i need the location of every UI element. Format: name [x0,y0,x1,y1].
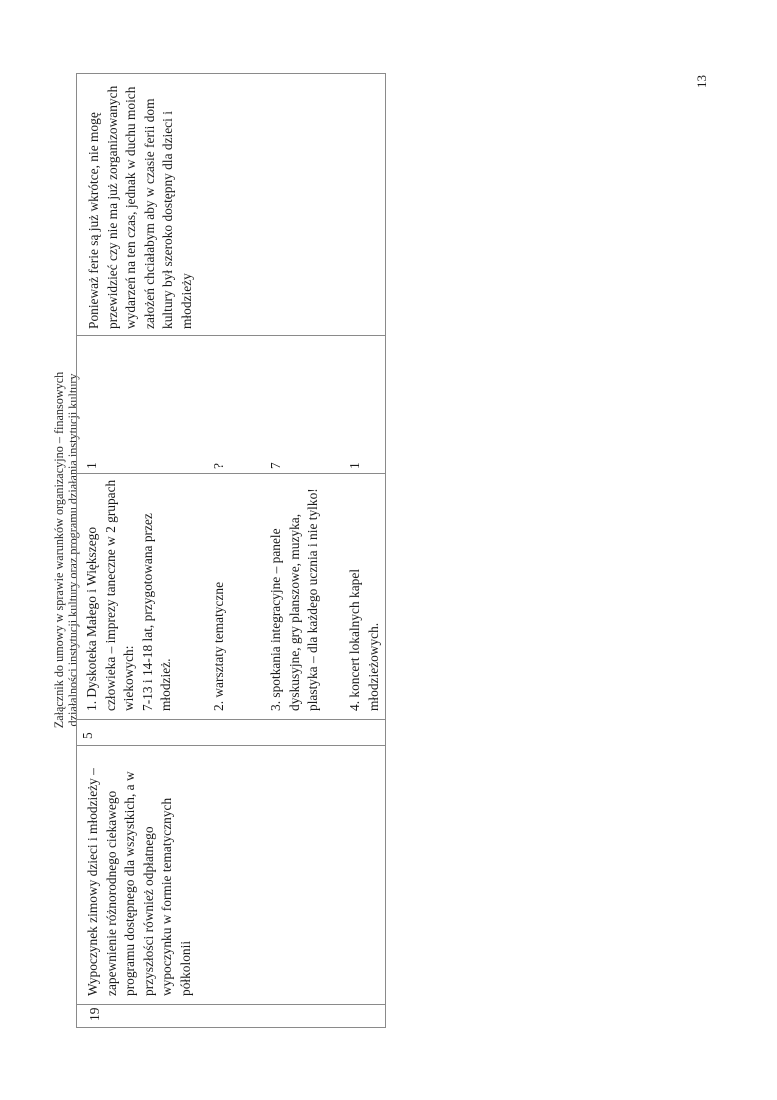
task-description: Wypoczynek zimowy dzieci i młodzieży – zapewnienie różnorodnego ciekawego programu dostępnego dla wszystkich, a w przyszłości również odpłatnego wypoczynku w formie tematycznych półkolonii [85,768,193,996]
activity-count: 7 [268,462,283,469]
row-number-cell [77,1005,386,1028]
activity-count: ? [211,463,226,469]
activity-count: 1 [84,462,99,469]
program-table [76,73,386,1028]
activity-item: 4. koncert lokalnych kapel młodzieżowych. [347,568,381,711]
activities-cell [77,474,386,720]
header-line-2: działalności instytucji kultury oraz programu działania instytucji kultury [66,373,80,727]
activity-count: 1 [347,462,362,469]
header-line-1: Załącznik do umowy w sprawie warunków organizacyjno – finansowych [52,371,66,729]
count-cell [77,336,386,474]
page-number: 13 [694,75,709,88]
activity-item: 2. warsztaty tematyczne [211,581,226,711]
activity-item: 3. spotkania integracyjne – panele dyskusyjne, gry planszowe, muzyka, plastyka – dla każdego ucznia i nie tylko! [268,488,321,711]
value-cell [77,720,386,746]
task-cell [77,746,386,1005]
task-value: 5 [80,732,95,739]
table-row [77,74,386,1028]
activity-item: 1. Dyskoteka Małego i Większego człowieka – imprezy taneczne w 2 grupach wiekowych: 7-13 i 14-18 lat, przygotowana przez młodzież. [84,479,174,711]
note-text: Ponieważ ferie są już wkrótce, nie mogę przewidzieć czy nie ma już zorganizowanych wydarzeń na ten czas, jednak w duchu moich założeń chciałabym aby w czasie ferii dom kultury był szeroko dostępny dla dzieci i młodzieży [86,85,194,329]
row-number: 19 [87,1007,102,1021]
note-cell [77,74,386,336]
